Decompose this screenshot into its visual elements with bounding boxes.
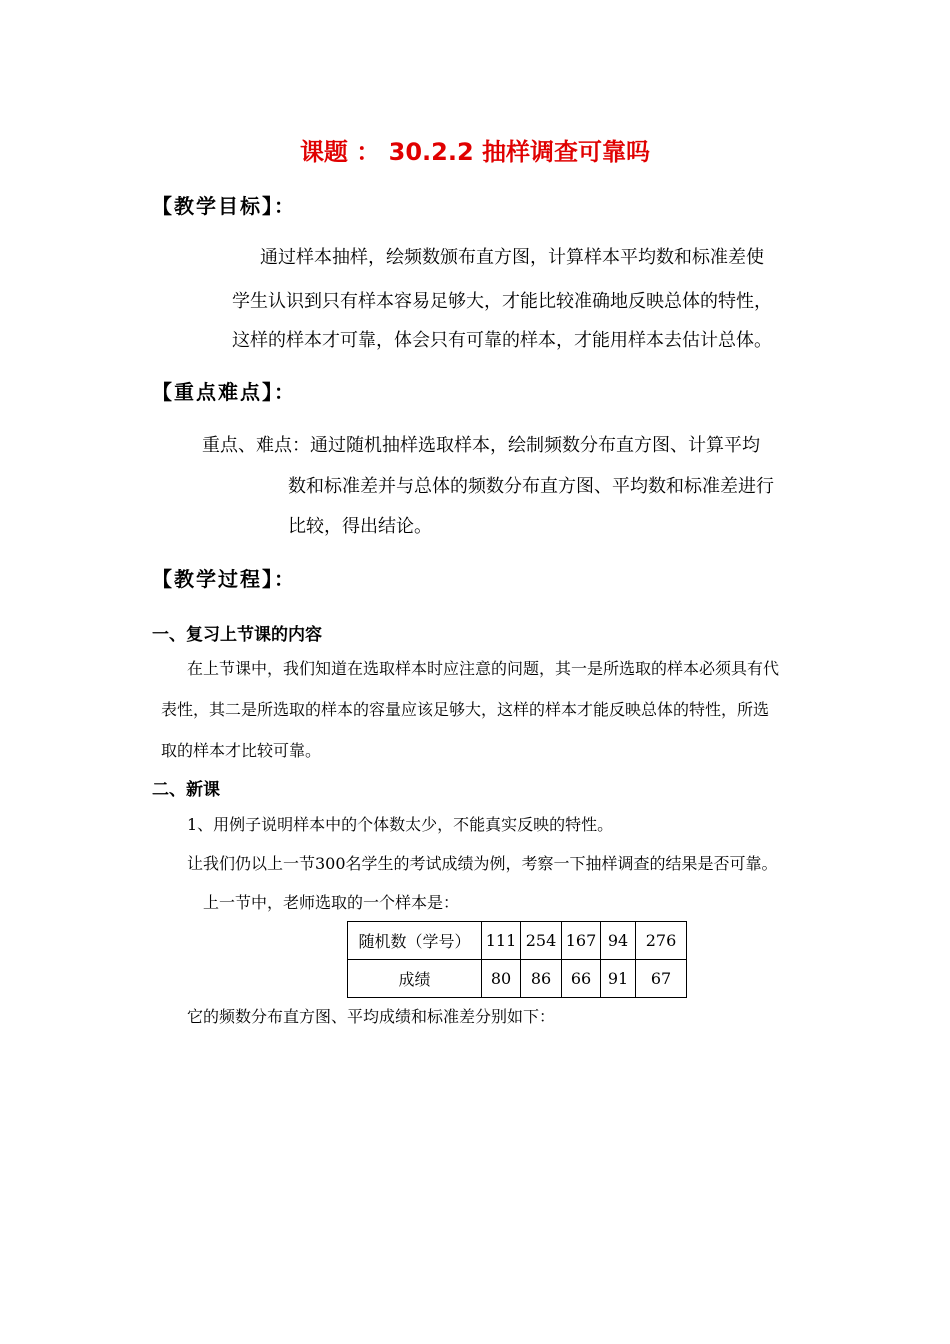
sample-table	[347, 921, 687, 998]
objectives-line-3: 这样的样本才可靠，体会只有可靠的样本，才能用样本去估计总体。	[232, 330, 772, 351]
page-title: 课题 ： 30.2.2 抽样调查可靠吗	[299, 138, 651, 166]
objectives-line-1: 通过样本抽样，绘频数颁布直方图，计算样本平均数和标准差使	[260, 247, 764, 268]
section2-item-1: 1、用例子说明样本中的个体数太少，不能真实反映的特性。	[187, 815, 614, 834]
table-cell: 67	[636, 960, 687, 998]
table-cell: 167	[562, 922, 601, 960]
table-cell: 66	[562, 960, 601, 998]
table-cell: 254	[521, 922, 562, 960]
section2-title: 二、新课	[152, 780, 220, 800]
table-cell: 86	[521, 960, 562, 998]
table-row	[348, 922, 687, 960]
after-table-text: 它的频数分布直方图、平均成绩和标准差分别如下：	[187, 1007, 556, 1026]
table-row	[348, 960, 687, 998]
objectives-line-2: 学生认识到只有样本容易足够大，才能比较准确地反映总体的特性，	[232, 291, 772, 312]
table-cell: 276	[636, 922, 687, 960]
key-points-heading: 【重点难点】：	[152, 380, 296, 404]
table-cell: 91	[601, 960, 636, 998]
sample-intro: 上一节中，老师选取的一个样本是：	[203, 893, 460, 912]
section2-intro: 让我们仍以上一节300名学生的考试成绩为例，考察一下抽样调查的结果是否可靠。	[187, 854, 778, 873]
table-cell: 111	[482, 922, 521, 960]
section1-line-3: 取的样本才比较可靠。	[161, 741, 322, 760]
table-cell: 94	[601, 922, 636, 960]
table-header-cell: 随机数（学号）	[348, 922, 482, 960]
key-points-line-3: 比较，得出结论。	[288, 516, 432, 537]
table-header-cell: 成绩	[348, 960, 482, 998]
table-cell: 80	[482, 960, 521, 998]
key-points-line-2: 数和标准差并与总体的频数分布直方图、平均数和标准差进行	[288, 476, 774, 497]
section1-line-2: 表性，其二是所选取的样本的容量应该足够大，这样的样本才能反映总体的特性，所选	[161, 700, 770, 719]
key-points-line-1: 重点、难点：通过随机抽样选取样本，绘制频数分布直方图、计算平均	[202, 435, 760, 456]
section1-title: 一、复习上节课的内容	[152, 625, 322, 645]
section1-line-1: 在上节课中，我们知道在选取样本时应注意的问题，其一是所选取的样本必须具有代	[187, 659, 780, 678]
objectives-heading: 【教学目标】：	[152, 194, 296, 218]
process-heading: 【教学过程】：	[152, 567, 296, 591]
